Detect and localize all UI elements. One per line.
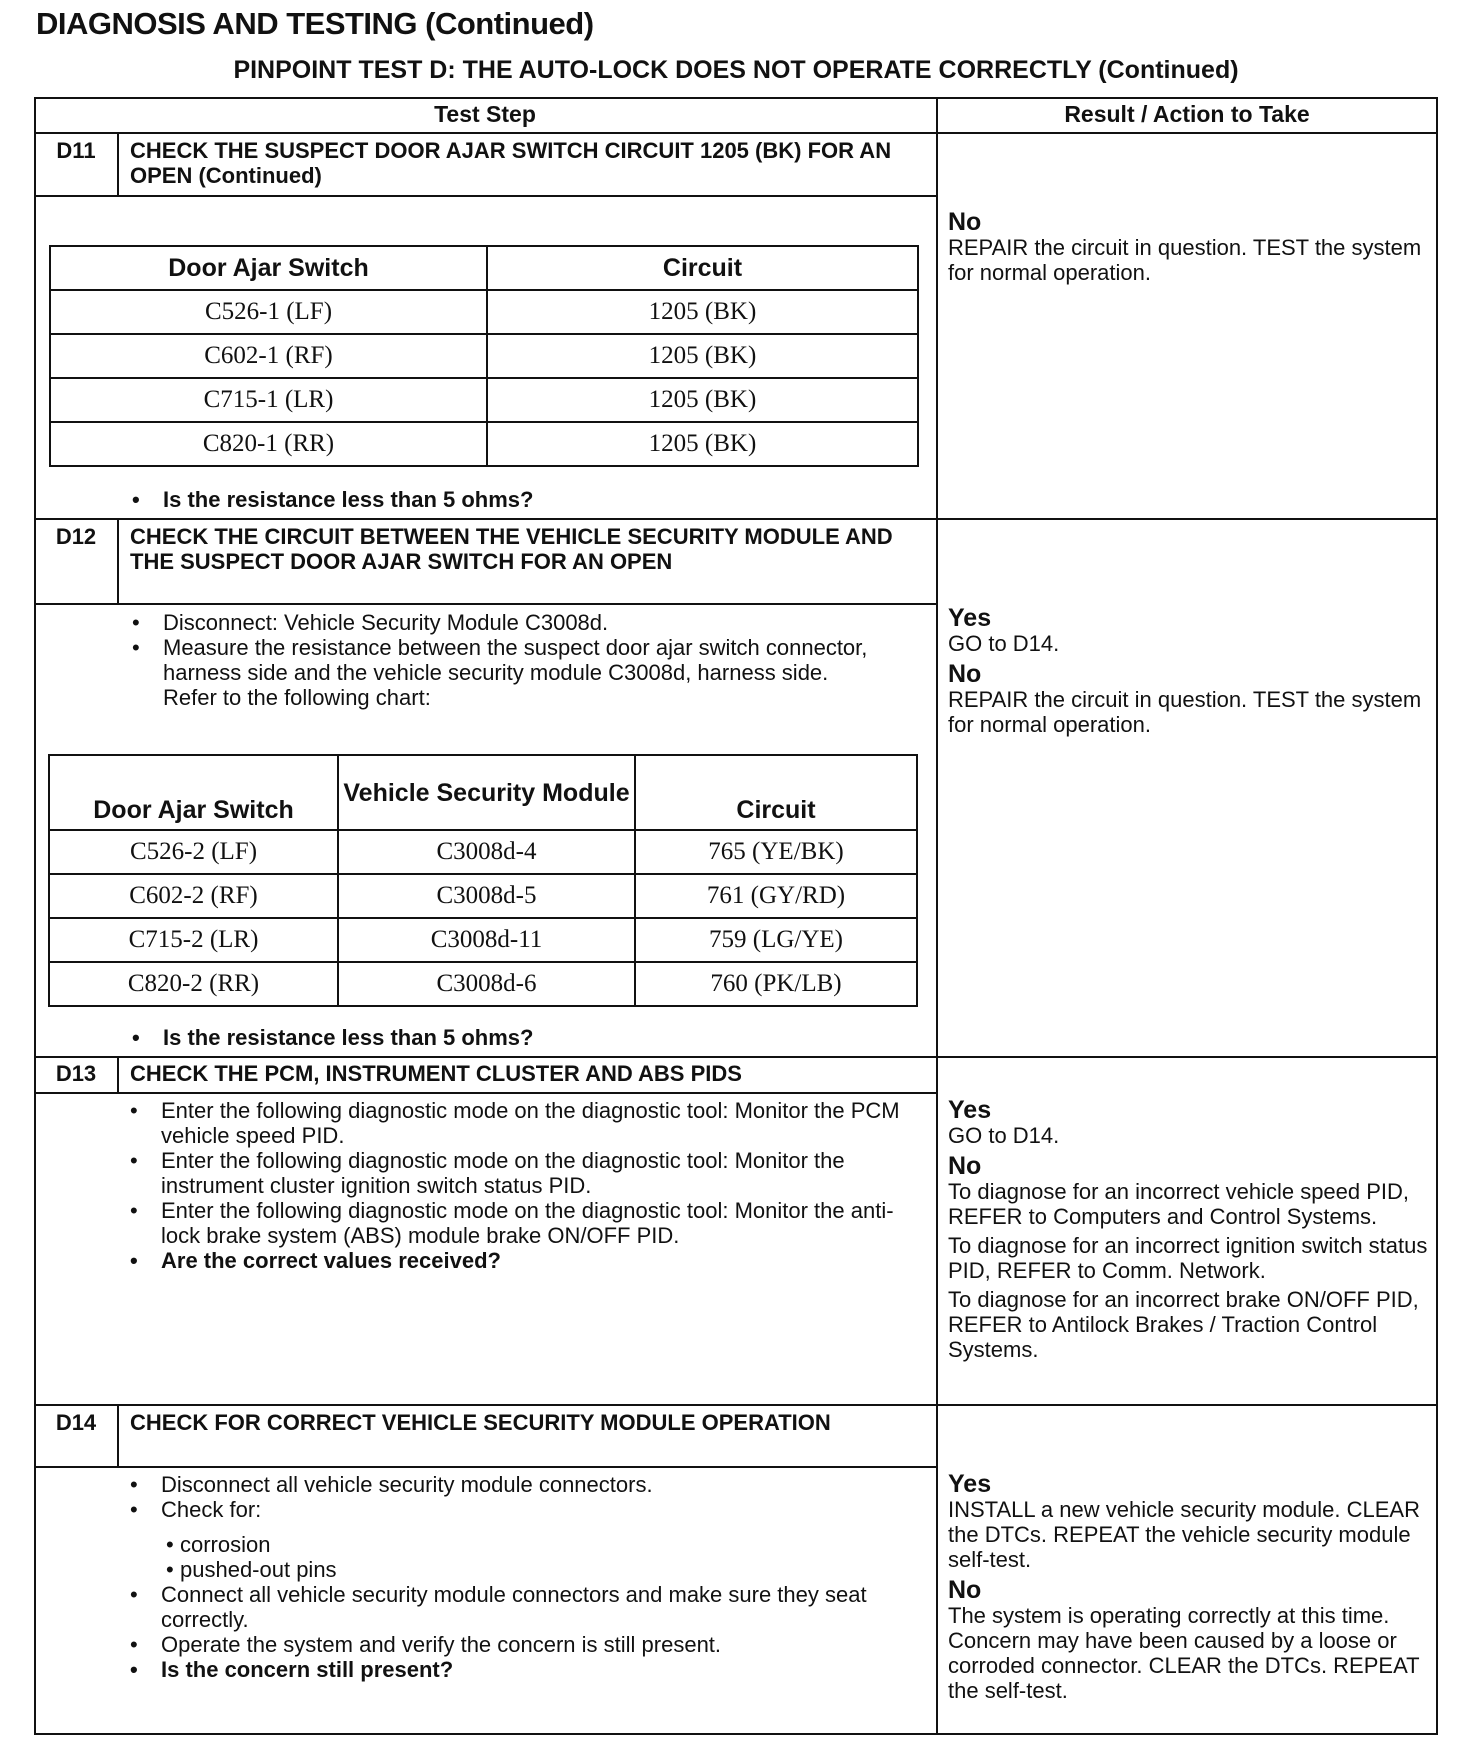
col-header: Door Ajar Switch: [49, 755, 338, 830]
column-header-test-step: Test Step: [434, 101, 536, 127]
cell: C526-1 (LF): [50, 290, 487, 334]
page-title: DIAGNOSIS AND TESTING (Continued): [36, 6, 594, 41]
cell: 760 (PK/LB): [635, 962, 917, 1006]
no-text: To diagnose for an incorrect brake ON/OFF PID, REFER to Antilock Brakes / Traction Control Systems.: [948, 1287, 1419, 1362]
step-question: • Are the correct values received?: [124, 1248, 914, 1273]
table-row: [49, 830, 917, 874]
step-item: • Enter the following diagnostic mode on the diagnostic tool: Monitor the PCM vehicle speed PID.: [124, 1098, 914, 1148]
col-header: Vehicle Security Module: [338, 755, 635, 830]
cell: 1205 (BK): [487, 290, 918, 334]
step-question: • Is the concern still present?: [124, 1657, 914, 1682]
d12-result: [948, 600, 1438, 737]
step-item: • Measure the resistance between the suspect door ajar switch connector, harness side and the vehicle security module C3008d, harness side. Refer to the following chart:: [126, 635, 886, 710]
step-question: • Is the resistance less than 5 ohms?: [126, 1025, 916, 1050]
cell: 1205 (BK): [487, 334, 918, 378]
table-row: [50, 378, 918, 422]
step-number: D14: [55, 1410, 97, 1435]
step-item: • Connect all vehicle security module connectors and make sure they seat correctly.: [124, 1582, 914, 1632]
cell: C3008d-6: [338, 962, 635, 1006]
table-row: [49, 918, 917, 962]
step-title: CHECK THE PCM, INSTRUMENT CLUSTER AND ABS PIDS: [130, 1061, 742, 1086]
no-text: To diagnose for an incorrect ignition switch status PID, REFER to Comm. Network.: [948, 1233, 1428, 1283]
yes-text: INSTALL a new vehicle security module. CLEAR the DTCs. REPEAT the vehicle security module self-test.: [948, 1497, 1420, 1572]
step-title: CHECK THE CIRCUIT BETWEEN THE VEHICLE SECURITY MODULE AND THE SUSPECT DOOR AJAR SWITCH FOR AN OPEN: [130, 524, 893, 574]
step-title: CHECK THE SUSPECT DOOR AJAR SWITCH CIRCUIT 1205 (BK) FOR AN OPEN (Continued): [130, 138, 892, 188]
cell: C3008d-5: [338, 874, 635, 918]
no-text: To diagnose for an incorrect vehicle speed PID, REFER to Computers and Control Systems.: [948, 1179, 1410, 1229]
cell: 1205 (BK): [487, 422, 918, 466]
step-item: • Enter the following diagnostic mode on the diagnostic tool: Monitor the instrument cluster ignition switch status PID.: [124, 1148, 914, 1198]
step-number: D12: [55, 524, 97, 549]
d11-circuit-table: [49, 245, 919, 467]
cell: 761 (GY/RD): [635, 874, 917, 918]
table-row: [49, 962, 917, 1006]
step-number: D11: [56, 138, 96, 163]
test-subtitle: PINPOINT TEST D: THE AUTO-LOCK DOES NOT OPERATE CORRECTLY (Continued): [233, 56, 1239, 84]
table-row: [50, 334, 918, 378]
yes-label: Yes: [948, 1096, 992, 1124]
d12-circuit-table: [48, 754, 918, 1007]
no-text: The system is operating correctly at this time. Concern may have been caused by a loose or corroded connector. CLEAR the DTCs. REPEAT the self-test.: [948, 1603, 1420, 1703]
col-header: Circuit: [635, 755, 917, 830]
cell: C820-1 (RR): [50, 422, 487, 466]
step-question: • Is the resistance less than 5 ohms?: [126, 487, 916, 512]
cell: 765 (YE/BK): [635, 830, 917, 874]
step-item: • Disconnect all vehicle security module connectors.: [124, 1472, 914, 1497]
no-label: No: [948, 1576, 982, 1604]
sub-item: • pushed-out pins: [124, 1557, 914, 1582]
step-item: • Disconnect: Vehicle Security Module C3008d.: [126, 610, 886, 635]
table-row: [50, 290, 918, 334]
step-number: D13: [55, 1061, 97, 1086]
cell: C3008d-4: [338, 830, 635, 874]
cell: 759 (LG/YE): [635, 918, 917, 962]
sub-item: • corrosion: [124, 1532, 914, 1557]
yes-text: GO to D14.: [948, 1123, 1060, 1148]
column-header-result: Result / Action to Take: [1064, 101, 1310, 127]
d13-result: [948, 1092, 1438, 1362]
step-title: CHECK FOR CORRECT VEHICLE SECURITY MODULE OPERATION: [130, 1410, 831, 1435]
no-label: No: [948, 208, 982, 236]
cell: C820-2 (RR): [49, 962, 338, 1006]
yes-text: GO to D14.: [948, 631, 1060, 656]
d14-result: [948, 1466, 1438, 1703]
step-item: • Check for:: [124, 1497, 914, 1522]
no-label: No: [948, 660, 982, 688]
table-row: [50, 422, 918, 466]
step-item: • Operate the system and verify the concern is still present.: [124, 1632, 914, 1657]
step-item: • Enter the following diagnostic mode on the diagnostic tool: Monitor the anti-lock brake system (ABS) module brake ON/OFF PID.: [124, 1198, 914, 1248]
yes-label: Yes: [948, 604, 992, 632]
cell: C3008d-11: [338, 918, 635, 962]
cell: C602-1 (RF): [50, 334, 487, 378]
no-text: REPAIR the circuit in question. TEST the system for normal operation.: [948, 687, 1422, 737]
col-header: Door Ajar Switch: [50, 246, 487, 290]
cell: C715-2 (LR): [49, 918, 338, 962]
cell: C602-2 (RF): [49, 874, 338, 918]
d11-result: [948, 204, 1438, 285]
yes-label: Yes: [948, 1470, 992, 1498]
cell: 1205 (BK): [487, 378, 918, 422]
cell: C526-2 (LF): [49, 830, 338, 874]
cell: C715-1 (LR): [50, 378, 487, 422]
no-text: REPAIR the circuit in question. TEST the system for normal operation.: [948, 235, 1422, 285]
col-header: Circuit: [487, 246, 918, 290]
no-label: No: [948, 1152, 982, 1180]
table-row: [49, 874, 917, 918]
